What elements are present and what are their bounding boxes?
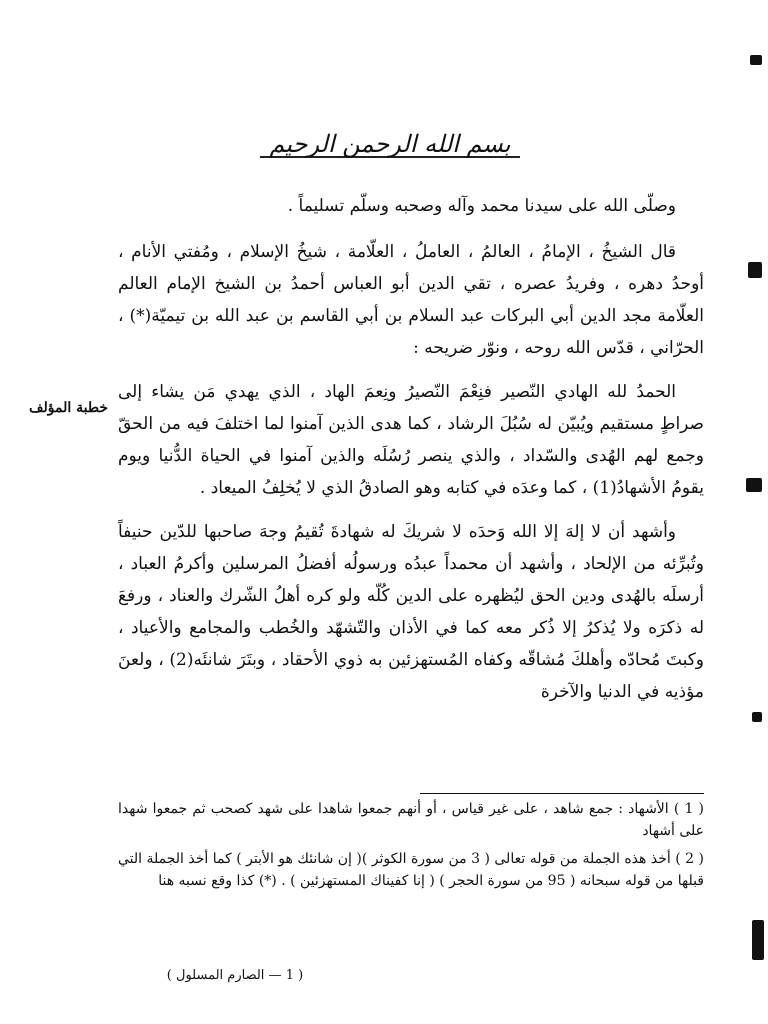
footnote-1: ( 1 ) الأشهاد : جمع شاهد ، على غير قياس ، أو أنهم جمعوا شاهدا على شهد كصحب ثم جمعوا شهدا على أشهاد xyxy=(118,801,704,839)
edge-mark-lower xyxy=(752,712,762,722)
edge-mark-bottom xyxy=(752,920,764,960)
paragraph-testimony: وأشهد أن لا إلهَ إلا الله وَحدَه لا شريكَ له شهادةَ تُقيمُ وجهَ صاحبها للدّين حنيفاً وتُبرِّئه من الإلحاد ، وأشهد أن محمداً عبدُه ورسولُه أفضلُ المرسلين وأكرمُ العباد ، أرسلَه بالهُدى ودين الحق ليُظهره على الدين كُلّه ولو كره أهلُ الشّرك والعناد ، ورفعَ له ذكرَه ولا يُذكرُ إلا ذُكر معه كما في الأذان والتّشهّد والخُطب والمجامع والأعياد ، وكبتَ مُحادّه وأهلكَ مُشاقّه وكفاه المُستهزئين به ذوي الأحقاد ، وبتَرَ شانئَه(2) ، ولعنَ مؤذيه في الدنيا والآخرة xyxy=(118,522,704,702)
side-note: خطبة المؤلف xyxy=(29,400,108,416)
main-text xyxy=(118,190,704,708)
signature-folio: ( 1 — الصارم المسلول ) xyxy=(166,968,304,983)
footnotes xyxy=(118,798,704,892)
edge-mark-top xyxy=(750,55,762,65)
footnote-2: ( 2 ) أخذ هذه الجملة من قوله تعالى ( 3 من سورة الكوثر )( إن شانئك هو الأبتر ) كما أخذ الجملة التي قبلها من قوله سبحانه ( 95 من سورة الحجر ) ( إنا كفيناك المستهزئين ) . (*) كذا وقع نسبه هنا xyxy=(118,851,704,889)
footnote-rule xyxy=(420,793,704,794)
paragraph-author-intro: قال الشيخُ ، الإمامُ ، العالمُ ، العاملُ ، العلّامة ، شيخُ الإسلام ، ومُفتي الأنام ، أوحدُ دهره ، وفريدُ عصره ، تقي الدين أبو العباس أحمدُ بن الشيخ الإمام العالم العلّامة مجد الدين أبي البركات عبد السلام بن أبي القاسم بن عبد الله بن تيميّة(*) ، الحرّاني ، قدّس الله روحه ، ونوّر ضريحه : xyxy=(118,242,704,358)
paragraph-salutation: وصلّى الله على سيدنا محمد وآله وصحبه وسلّم تسليماً . xyxy=(287,196,676,216)
edge-mark-upper xyxy=(748,262,762,278)
paragraph-praise: الحمدُ لله الهادي النّصير فنِعْمَ النّصيرُ ونِعمَ الهاد ، الذي يهدي مَن يشاء إلى صراطٍ مستقيم ويُبيّن له سُبُلَ الرشاد ، كما هدى الذين آمنوا لما اختلفَ فيه من الحقّ وجمع لهم الهُدى والسّداد ، والذي ينصر رُسُلَه والذين آمنوا في الحياة الدُّنيا ويوم يقومُ الأشهادُ(1) ، كما وعدَه في كتابه وهو الصادقُ الذي لا يُخلِفُ الميعاد . xyxy=(118,382,704,498)
edge-mark-middle xyxy=(746,478,762,492)
basmala-text: بسم الله الرحمن الرحيم xyxy=(269,130,511,158)
basmala xyxy=(200,130,580,170)
